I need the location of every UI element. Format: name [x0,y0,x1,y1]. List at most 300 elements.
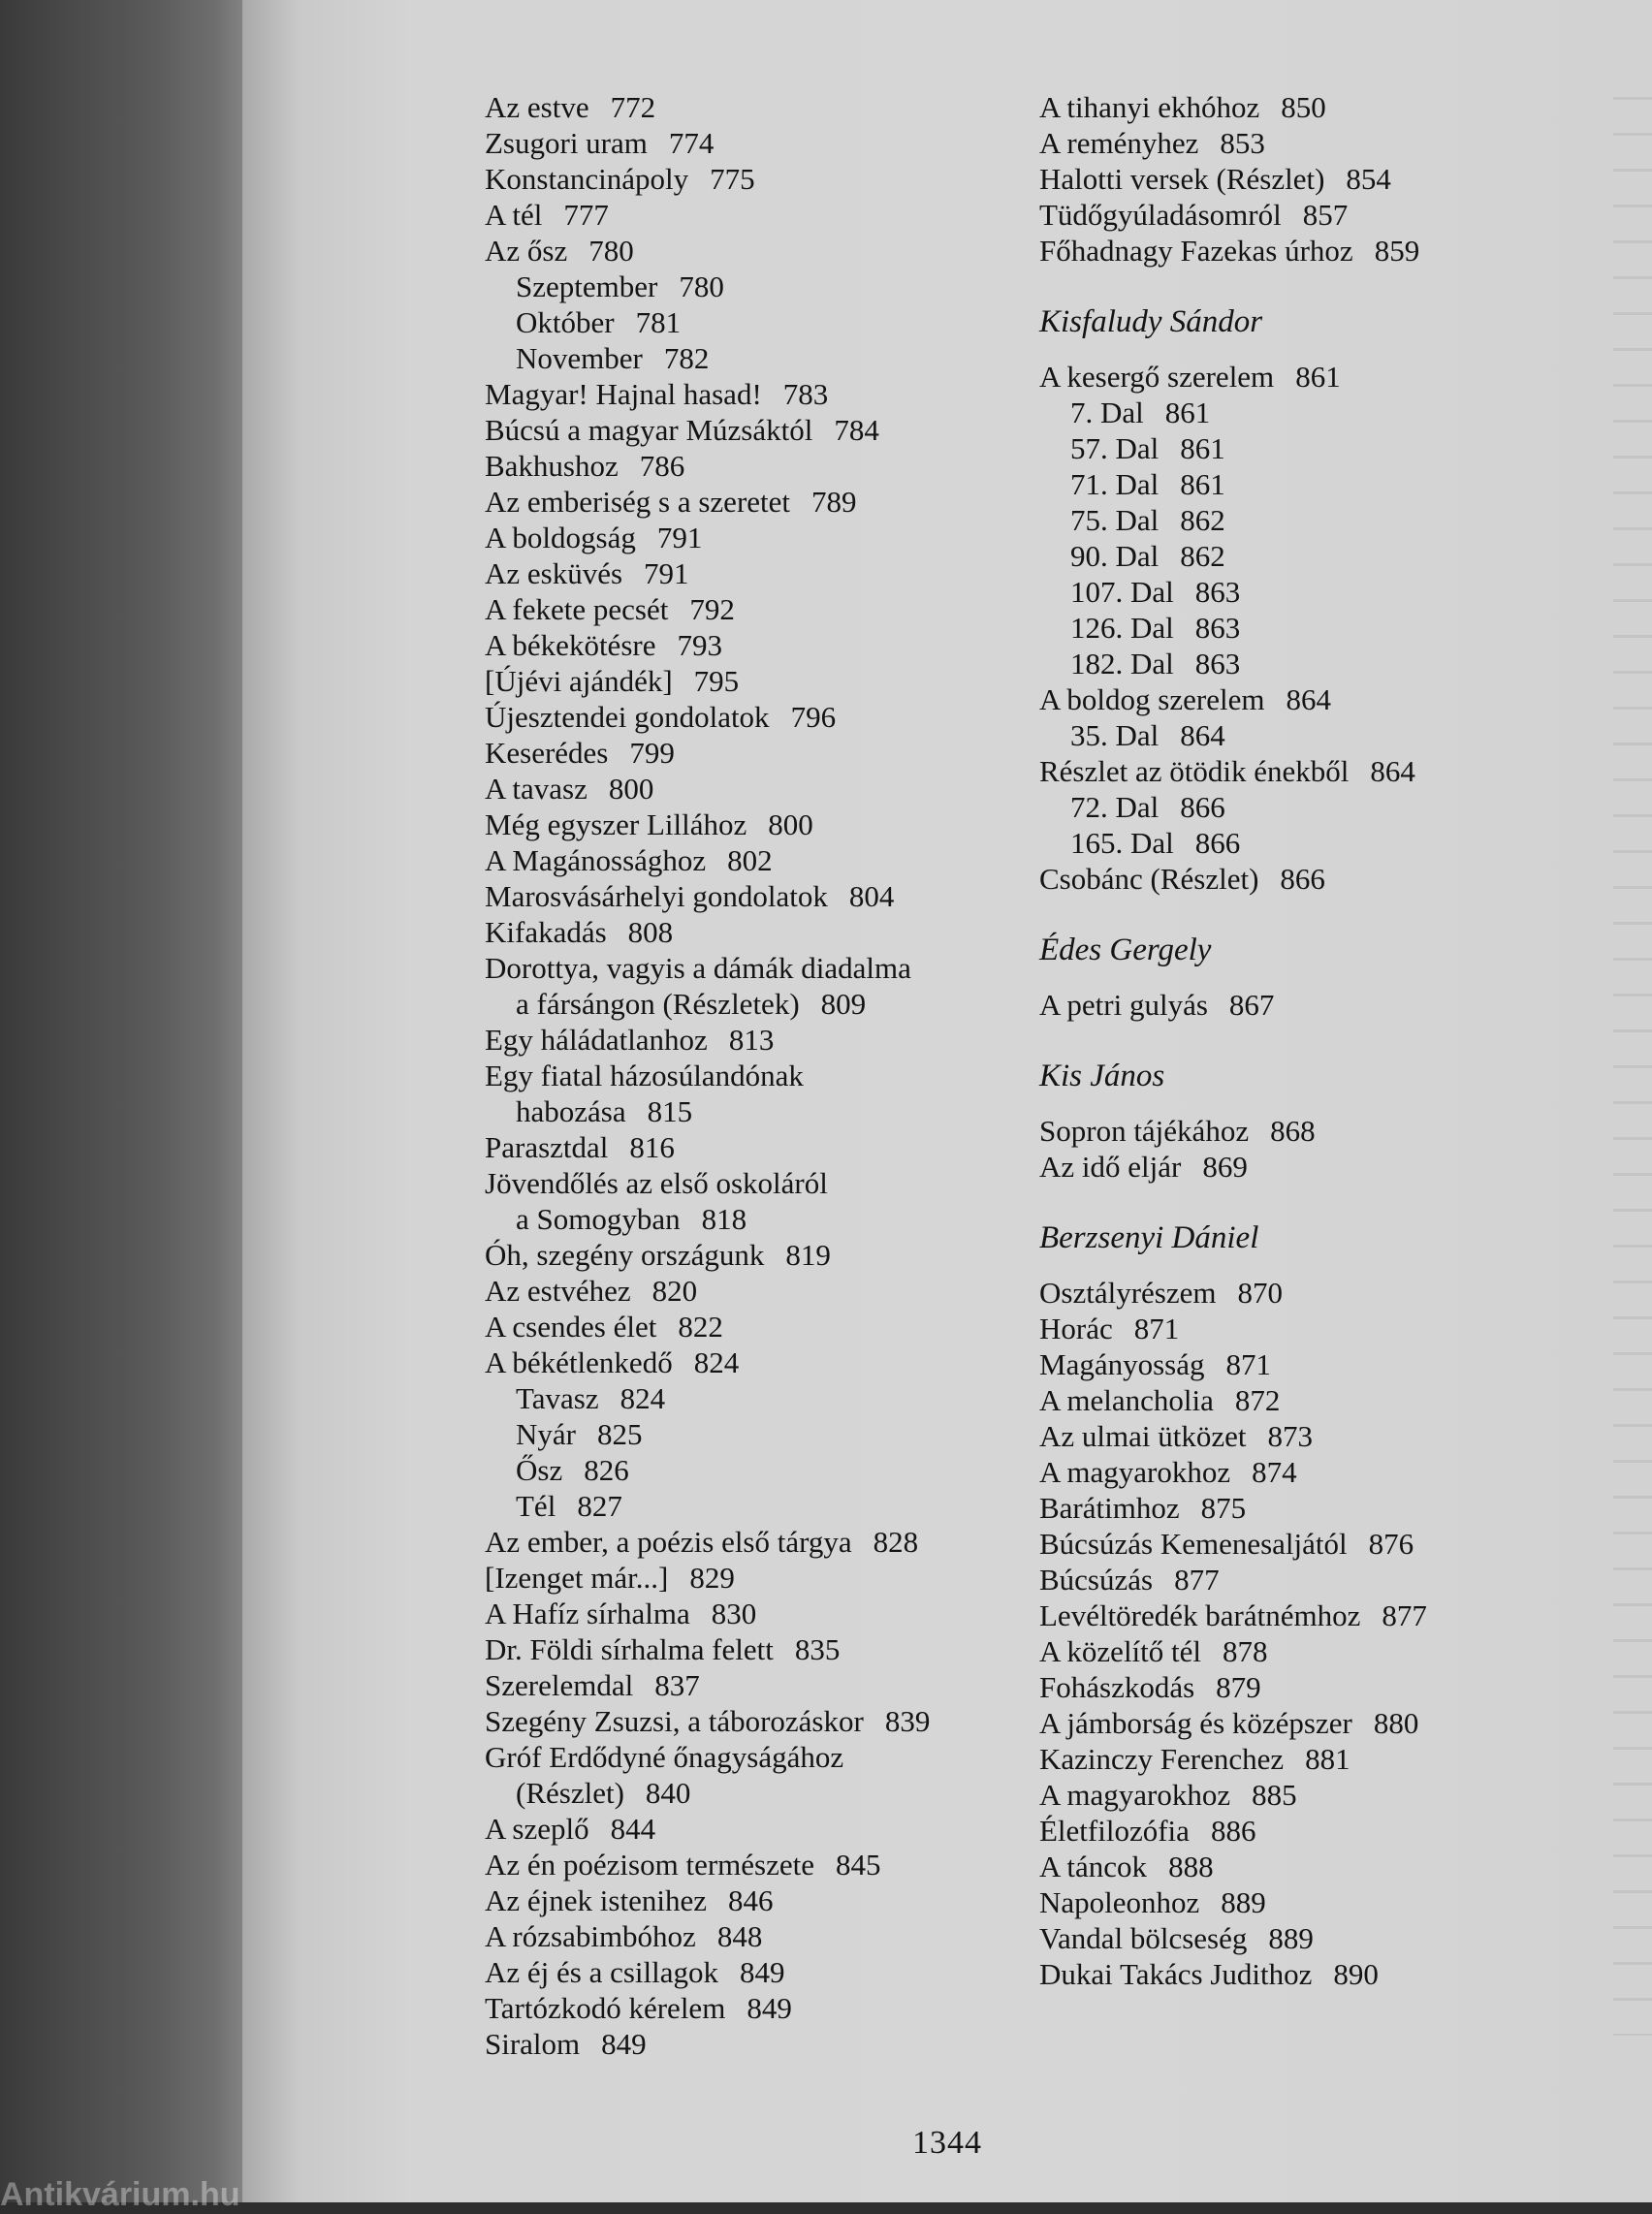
toc-entry-title: Tél [516,1489,556,1523]
toc-entry [1039,233,1621,269]
toc-entry-title: Az éjnek istenihez [485,1883,707,1917]
toc-entry-page: 780 [679,269,724,303]
toc-entry [1039,89,1621,125]
toc-entry [485,663,1028,699]
toc-entry-page: 862 [1180,503,1225,537]
toc-entry [485,376,1028,412]
watermark: Antikvárium.hu [0,2176,240,2213]
toc-entry-title: Az estve [485,90,589,124]
toc-entry-page: 888 [1168,1850,1214,1883]
toc-entry-title: A békekötésre [485,628,656,662]
toc-entry-page: 881 [1305,1742,1350,1776]
toc-entry-title: November [516,341,643,375]
toc-entry-title: 126. Dal [1070,611,1174,645]
toc-entry [485,1918,1028,1954]
toc-entry-page: 889 [1221,1885,1266,1919]
toc-entry [485,1344,1028,1380]
toc-entry-title: Még egyszer Lillához [485,807,747,841]
toc-entry [1039,1113,1621,1149]
toc-entry [1039,646,1621,681]
toc-entry [485,1022,1028,1058]
toc-entry-page: 829 [689,1561,735,1595]
toc-entry [485,1954,1028,1990]
toc-entry-page: 849 [601,2027,647,2061]
toc-entry-title: 165. Dal [1070,826,1174,860]
toc-entry-page: 783 [782,377,829,411]
toc-entry [485,1380,1028,1416]
toc-entry-page: 866 [1180,790,1225,824]
toc-column-right [1039,89,1621,1992]
toc-entry [1039,1275,1621,1311]
toc-entry-page: 822 [678,1310,723,1344]
toc-entry-page: 825 [596,1417,643,1451]
toc-entry-title: Az éj és a csillagok [485,1955,719,1989]
toc-entry [485,1631,1028,1667]
toc-entry-page: 808 [627,915,674,949]
toc-entry-title: A békétlenkedő [485,1345,673,1379]
toc-entry-page: 878 [1223,1634,1268,1668]
toc-entry-page: 791 [656,521,703,554]
toc-entry [485,304,1028,340]
toc-entry [485,1739,1028,1775]
toc-entry-title: Keserédes [485,736,609,770]
author-heading: Berzsenyi Dániel [1039,1220,1259,1255]
toc-entry [1039,125,1621,161]
toc-entry-title: Kifakadás [485,915,607,949]
toc-entry-page: 795 [693,664,740,698]
toc-entry [1039,1956,1621,1992]
toc-entry-page: 859 [1374,234,1420,268]
toc-entry [485,1237,1028,1273]
toc-entry-title: Sopron tájékához [1039,1114,1250,1148]
toc-entry-page: 830 [711,1597,757,1630]
toc-entry [485,914,1028,950]
toc-entry-title: A petri gulyás [1039,988,1208,1022]
toc-entry-title: Osztályrészem [1039,1276,1217,1310]
toc-entry-title: Főhadnagy Fazekas úrhoz [1039,234,1353,268]
toc-entry [1039,1884,1621,1920]
toc-entry [485,1990,1028,2026]
book-spine [0,0,252,2202]
book-page [242,0,1652,2202]
toc-entry-title: 57. Dal [1070,431,1160,465]
toc-entry-page: 850 [1281,90,1326,124]
toc-entry-title: Október [516,305,615,339]
toc-entry-title: A tihanyi ekhóhoz [1039,90,1260,124]
toc-entry-title: A jámborság és középszer [1039,1706,1352,1740]
toc-entry-page: 861 [1180,431,1225,465]
toc-entry [1039,1418,1621,1454]
toc-entry-page: 889 [1268,1921,1314,1955]
toc-entry [485,1309,1028,1344]
toc-entry [485,197,1028,233]
toc-entry-page: 868 [1270,1114,1316,1148]
toc-entry-page: 815 [647,1094,693,1128]
toc-entry-page: 774 [668,126,715,160]
toc-entry-page: 869 [1202,1150,1248,1184]
toc-entry [1039,987,1621,1023]
toc-entry-title: Napoleonhoz [1039,1885,1200,1919]
toc-entry-page: 861 [1295,360,1341,394]
toc-entry-page: 870 [1237,1276,1283,1310]
toc-entry-title: Dr. Földi sírhalma felett [485,1632,774,1666]
author-heading: Kisfaludy Sándor [1039,304,1263,339]
toc-entry-page: 777 [563,198,609,232]
toc-entry-title: Marosvásárhelyi gondolatok [485,879,828,913]
toc-entry [485,1560,1028,1596]
toc-entry-page: 877 [1174,1563,1220,1597]
toc-entry [1039,1346,1621,1382]
toc-entry [485,878,1028,914]
toc-entry-title: Az esküvés [485,556,623,590]
toc-entry [1039,161,1621,197]
toc-entry-page: 879 [1216,1670,1261,1704]
toc-entry-title: [Újévi ajándék] [485,664,673,698]
toc-entry-page: 862 [1180,539,1225,573]
toc-entry-page: 886 [1210,1814,1256,1848]
toc-entry-title: Tavasz [516,1381,599,1415]
toc-entry-page: 802 [727,843,773,877]
toc-entry-page: 781 [635,305,682,339]
toc-entry-title: Parasztdal [485,1130,609,1164]
toc-entry-page: 784 [834,413,879,447]
toc-entry [1039,753,1621,789]
toc-entry-page: 867 [1228,988,1275,1022]
toc-entry-title: Búcsúzás [1039,1563,1154,1597]
toc-entry-title: Részlet az ötödik énekből [1039,754,1350,788]
toc-entry-page: 828 [873,1525,919,1559]
toc-entry-title: 90. Dal [1070,539,1160,573]
toc-entry [1039,789,1621,825]
toc-entry-page: 863 [1194,575,1241,609]
toc-entry-page: 890 [1333,1957,1379,1991]
toc-entry [485,1524,1028,1560]
toc-entry-page: 813 [728,1023,775,1057]
toc-entry-page: 844 [610,1812,656,1846]
toc-entry-page: 876 [1368,1527,1414,1561]
toc-entry-title: Dukai Takács Judithoz [1039,1957,1313,1991]
toc-entry-title: Ősz [516,1453,563,1487]
toc-entry-title: 72. Dal [1070,790,1160,824]
toc-entry [1039,861,1621,897]
toc-entry [485,591,1028,627]
toc-entry-title: Fohászkodás [1039,1670,1195,1704]
toc-entry-page: 809 [820,987,867,1021]
toc-column-left [485,89,1028,2062]
author-heading: Kis János [1039,1059,1165,1093]
toc-entry-title: Egy háládatlanhoz [485,1023,708,1057]
toc-entry [485,555,1028,591]
toc-entry-title: A boldogság [485,521,636,554]
toc-entry [485,1667,1028,1703]
toc-entry-page: 800 [608,772,654,806]
toc-entry-page: 835 [794,1632,841,1666]
toc-entry [485,1596,1028,1631]
toc-entry-title: Csobánc (Részlet) [1039,862,1259,896]
toc-entry-title: A reményhez [1039,126,1199,160]
toc-entry-page: 864 [1286,682,1331,716]
toc-entry-title: Az emberiség s a szeretet [485,485,791,519]
toc-entry-title: Egy fiatal házosúlandónak [485,1059,804,1092]
toc-entry-page: 874 [1252,1455,1297,1489]
toc-entry [1039,1741,1621,1777]
toc-entry-title: A táncok [1039,1850,1148,1883]
toc-entry-page: 840 [645,1776,691,1810]
toc-entry-page: 885 [1252,1778,1297,1812]
toc-entry-title: Horác [1039,1312,1113,1345]
toc-entry-title: 35. Dal [1070,718,1160,752]
toc-entry [485,1775,1028,1811]
toc-entry-page: 820 [651,1274,698,1308]
toc-entry-title: 7. Dal [1070,395,1144,429]
toc-entry-page: 848 [716,1919,763,1953]
toc-entry-page: 857 [1302,198,1349,232]
toc-entry [485,1488,1028,1524]
toc-entry-page: 845 [836,1848,881,1882]
toc-entry-title: Nyár [516,1417,576,1451]
toc-entry-title: [Izenget már...] [485,1561,669,1595]
toc-entry-page: 849 [740,1955,785,1989]
toc-entry [1039,1562,1621,1597]
toc-entry [485,89,1028,125]
toc-entry [485,627,1028,663]
toc-entry [1039,466,1621,502]
toc-entry-title: Vandal bölcseség [1039,1921,1248,1955]
toc-entry-page: 772 [610,90,656,124]
toc-entry-page: 872 [1234,1383,1281,1417]
toc-entry [485,842,1028,878]
toc-entry [485,1273,1028,1309]
toc-entry-title: Szeptember [516,269,658,303]
toc-entry-page: 780 [588,234,634,268]
toc-entry [1039,197,1621,233]
toc-entry-page: 837 [654,1668,700,1702]
toc-entry-title: Az ember, a poézis első tárgya [485,1525,852,1559]
toc-entry [485,1847,1028,1882]
toc-entry-title: Kazinczy Ferenchez [1039,1742,1285,1776]
toc-entry-page: 819 [785,1238,831,1272]
toc-entry [485,1452,1028,1488]
toc-entry-page: 789 [811,485,857,519]
toc-entry-page: 880 [1373,1706,1419,1740]
toc-entry [485,735,1028,771]
toc-entry [1039,502,1621,538]
toc-entry [1039,1705,1621,1741]
toc-entry-page: 846 [727,1883,774,1917]
toc-entry [485,1058,1028,1093]
toc-entry-title: Az estvéhez [485,1274,631,1308]
toc-entry-title: Siralom [485,2027,581,2061]
toc-entry-title: Tartózkodó kérelem [485,1991,726,2025]
toc-entry-page: 782 [663,341,710,375]
toc-entry-title: Búcsú a magyar Múzsáktól [485,413,813,447]
toc-entry-title: (Részlet) [516,1776,624,1810]
toc-entry-page: 873 [1267,1419,1313,1453]
toc-entry-page: 871 [1225,1347,1271,1381]
toc-entry [1039,1920,1621,1956]
toc-entry-title: A tavasz [485,772,588,806]
toc-entry-page: 786 [639,449,685,483]
toc-entry [1039,1454,1621,1490]
toc-entry [1039,1490,1621,1526]
toc-entry-title: A Magánossághoz [485,843,707,877]
toc-entry-title: 75. Dal [1070,503,1160,537]
toc-entry-page: 871 [1133,1312,1180,1345]
toc-entry-title: 71. Dal [1070,467,1160,501]
toc-entry-title: Magányosság [1039,1347,1205,1381]
toc-entry-page: 818 [701,1202,747,1236]
toc-entry [1039,1526,1621,1562]
toc-entry [485,986,1028,1022]
toc-entry-page: 864 [1370,754,1415,788]
toc-entry [485,340,1028,376]
toc-entry-title: A fekete pecsét [485,592,669,626]
toc-entry [485,807,1028,842]
toc-entry [1039,1633,1621,1669]
toc-entry-title: Szerelemdal [485,1668,634,1702]
toc-entry [485,1882,1028,1918]
toc-entry-page: 796 [790,700,837,734]
toc-entry-title: A kesergő szerelem [1039,360,1275,394]
toc-entry-title: A magyarokhoz [1039,1455,1231,1489]
toc-entry-title: Halotti versek (Részlet) [1039,162,1325,196]
author-heading: Édes Gergely [1039,933,1212,967]
toc-entry-title: A tél [485,198,543,232]
toc-entry [1039,825,1621,861]
toc-entry-page: 824 [620,1381,666,1415]
toc-entry-title: Az idő eljár [1039,1150,1182,1184]
toc-entry [485,520,1028,555]
toc-entry-page: 775 [710,162,755,196]
toc-entry-page: 826 [584,1453,629,1487]
toc-entry-page: 816 [629,1130,675,1164]
toc-entry [1039,717,1621,753]
toc-entry [485,1416,1028,1452]
toc-entry [1039,574,1621,610]
toc-entry [485,771,1028,807]
toc-entry [1039,1849,1621,1884]
toc-entry-title: Dorottya, vagyis a dámák diadalma [485,951,911,985]
toc-entry-page: 799 [629,736,675,770]
toc-entry-title: Magyar! Hajnal hasad! [485,377,762,411]
toc-entry-title: A közelítő tél [1039,1634,1202,1668]
toc-entry-title: Levéltöredék barátnémhoz [1039,1598,1361,1632]
toc-entry [1039,1777,1621,1813]
toc-entry-title: Az ősz [485,234,568,268]
toc-entry [485,1811,1028,1847]
toc-entry-page: 863 [1194,611,1241,645]
toc-entry-page: 866 [1280,862,1325,896]
toc-entry-title: Életfilozófia [1039,1814,1190,1848]
toc-entry [485,125,1028,161]
toc-entry-title: A csendes élet [485,1310,657,1344]
toc-entry-page: 849 [747,1991,792,2025]
toc-entry-title: habozása [516,1094,626,1128]
toc-entry-title: a Somogyban [516,1202,681,1236]
toc-entry-title: A magyarokhoz [1039,1778,1231,1812]
toc-entry [485,233,1028,269]
toc-entry-title: Óh, szegény országunk [485,1238,765,1272]
toc-entry-title: Búcsúzás Kemenesaljától [1039,1527,1348,1561]
toc-entry-page: 854 [1346,162,1391,196]
toc-entry-page: 793 [677,628,722,662]
toc-entry-title: A melancholia [1039,1383,1214,1417]
toc-entry-title: Szegény Zsuzsi, a táborozáskor [485,1704,864,1738]
toc-entry [1039,681,1621,717]
toc-entry-title: A szeplő [485,1812,589,1846]
toc-entry [485,412,1028,448]
toc-entry-page: 861 [1180,467,1225,501]
toc-entry [485,1093,1028,1129]
toc-entry [1039,1382,1621,1418]
toc-entry [485,1703,1028,1739]
toc-entry [485,1165,1028,1201]
toc-entry-title: Konstancinápoly [485,162,689,196]
toc-entry [1039,1311,1621,1346]
toc-entry-title: Újesztendei gondolatok [485,700,770,734]
toc-entry-page: 800 [768,807,813,841]
toc-entry-page: 866 [1194,826,1241,860]
toc-entry-title: Barátimhoz [1039,1491,1180,1525]
toc-entry [485,448,1028,484]
toc-entry [1039,395,1621,430]
toc-entry-page: 824 [693,1345,740,1379]
toc-entry-page: 853 [1220,126,1265,160]
toc-entry-page: 804 [848,879,895,913]
toc-entry-title: a fársángon (Részletek) [516,987,800,1021]
toc-entry [1039,1149,1621,1185]
toc-entry-page: 864 [1180,718,1225,752]
toc-entry-title: Zsugori uram [485,126,648,160]
toc-entry-title: 182. Dal [1070,647,1174,680]
toc-entry-title: Bakhushoz [485,449,619,483]
toc-entry-title: A rózsabimbóhoz [485,1919,696,1953]
toc-entry [1039,1669,1621,1705]
toc-entry [485,484,1028,520]
toc-entry-page: 877 [1382,1598,1427,1632]
toc-entry-title: Az ulmai ütközet [1039,1419,1247,1453]
toc-entry-page: 875 [1200,1491,1247,1525]
toc-entry-title: Az én poézisom természete [485,1848,814,1882]
toc-entry [1039,359,1621,395]
toc-entry [485,1201,1028,1237]
toc-entry [485,1129,1028,1165]
toc-entry [1039,430,1621,466]
toc-entry-page: 792 [689,592,735,626]
toc-entry [1039,1597,1621,1633]
toc-entry-title: 107. Dal [1070,575,1174,609]
toc-entry-title: Tüdőgyúladásomról [1039,198,1282,232]
toc-entry-title: Gróf Erdődyné őnagyságához [485,1740,844,1774]
toc-entry-page: 861 [1164,395,1211,429]
toc-entry [485,699,1028,735]
toc-entry-title: A Hafíz sírhalma [485,1597,690,1630]
toc-entry-page: 827 [577,1489,622,1523]
toc-entry [485,950,1028,986]
toc-entry [485,269,1028,304]
toc-entry-page: 839 [884,1704,931,1738]
toc-entry [1039,1813,1621,1849]
toc-entry-title: Jövendőlés az első oskoláról [485,1166,828,1200]
toc-entry-page: 791 [644,556,689,590]
toc-entry-title: A boldog szerelem [1039,682,1265,716]
toc-entry [1039,610,1621,646]
page-number: 1344 [912,2125,982,2161]
toc-entry-page: 863 [1194,647,1241,680]
toc-entry [1039,538,1621,574]
toc-entry [485,2026,1028,2062]
toc-entry [485,161,1028,197]
